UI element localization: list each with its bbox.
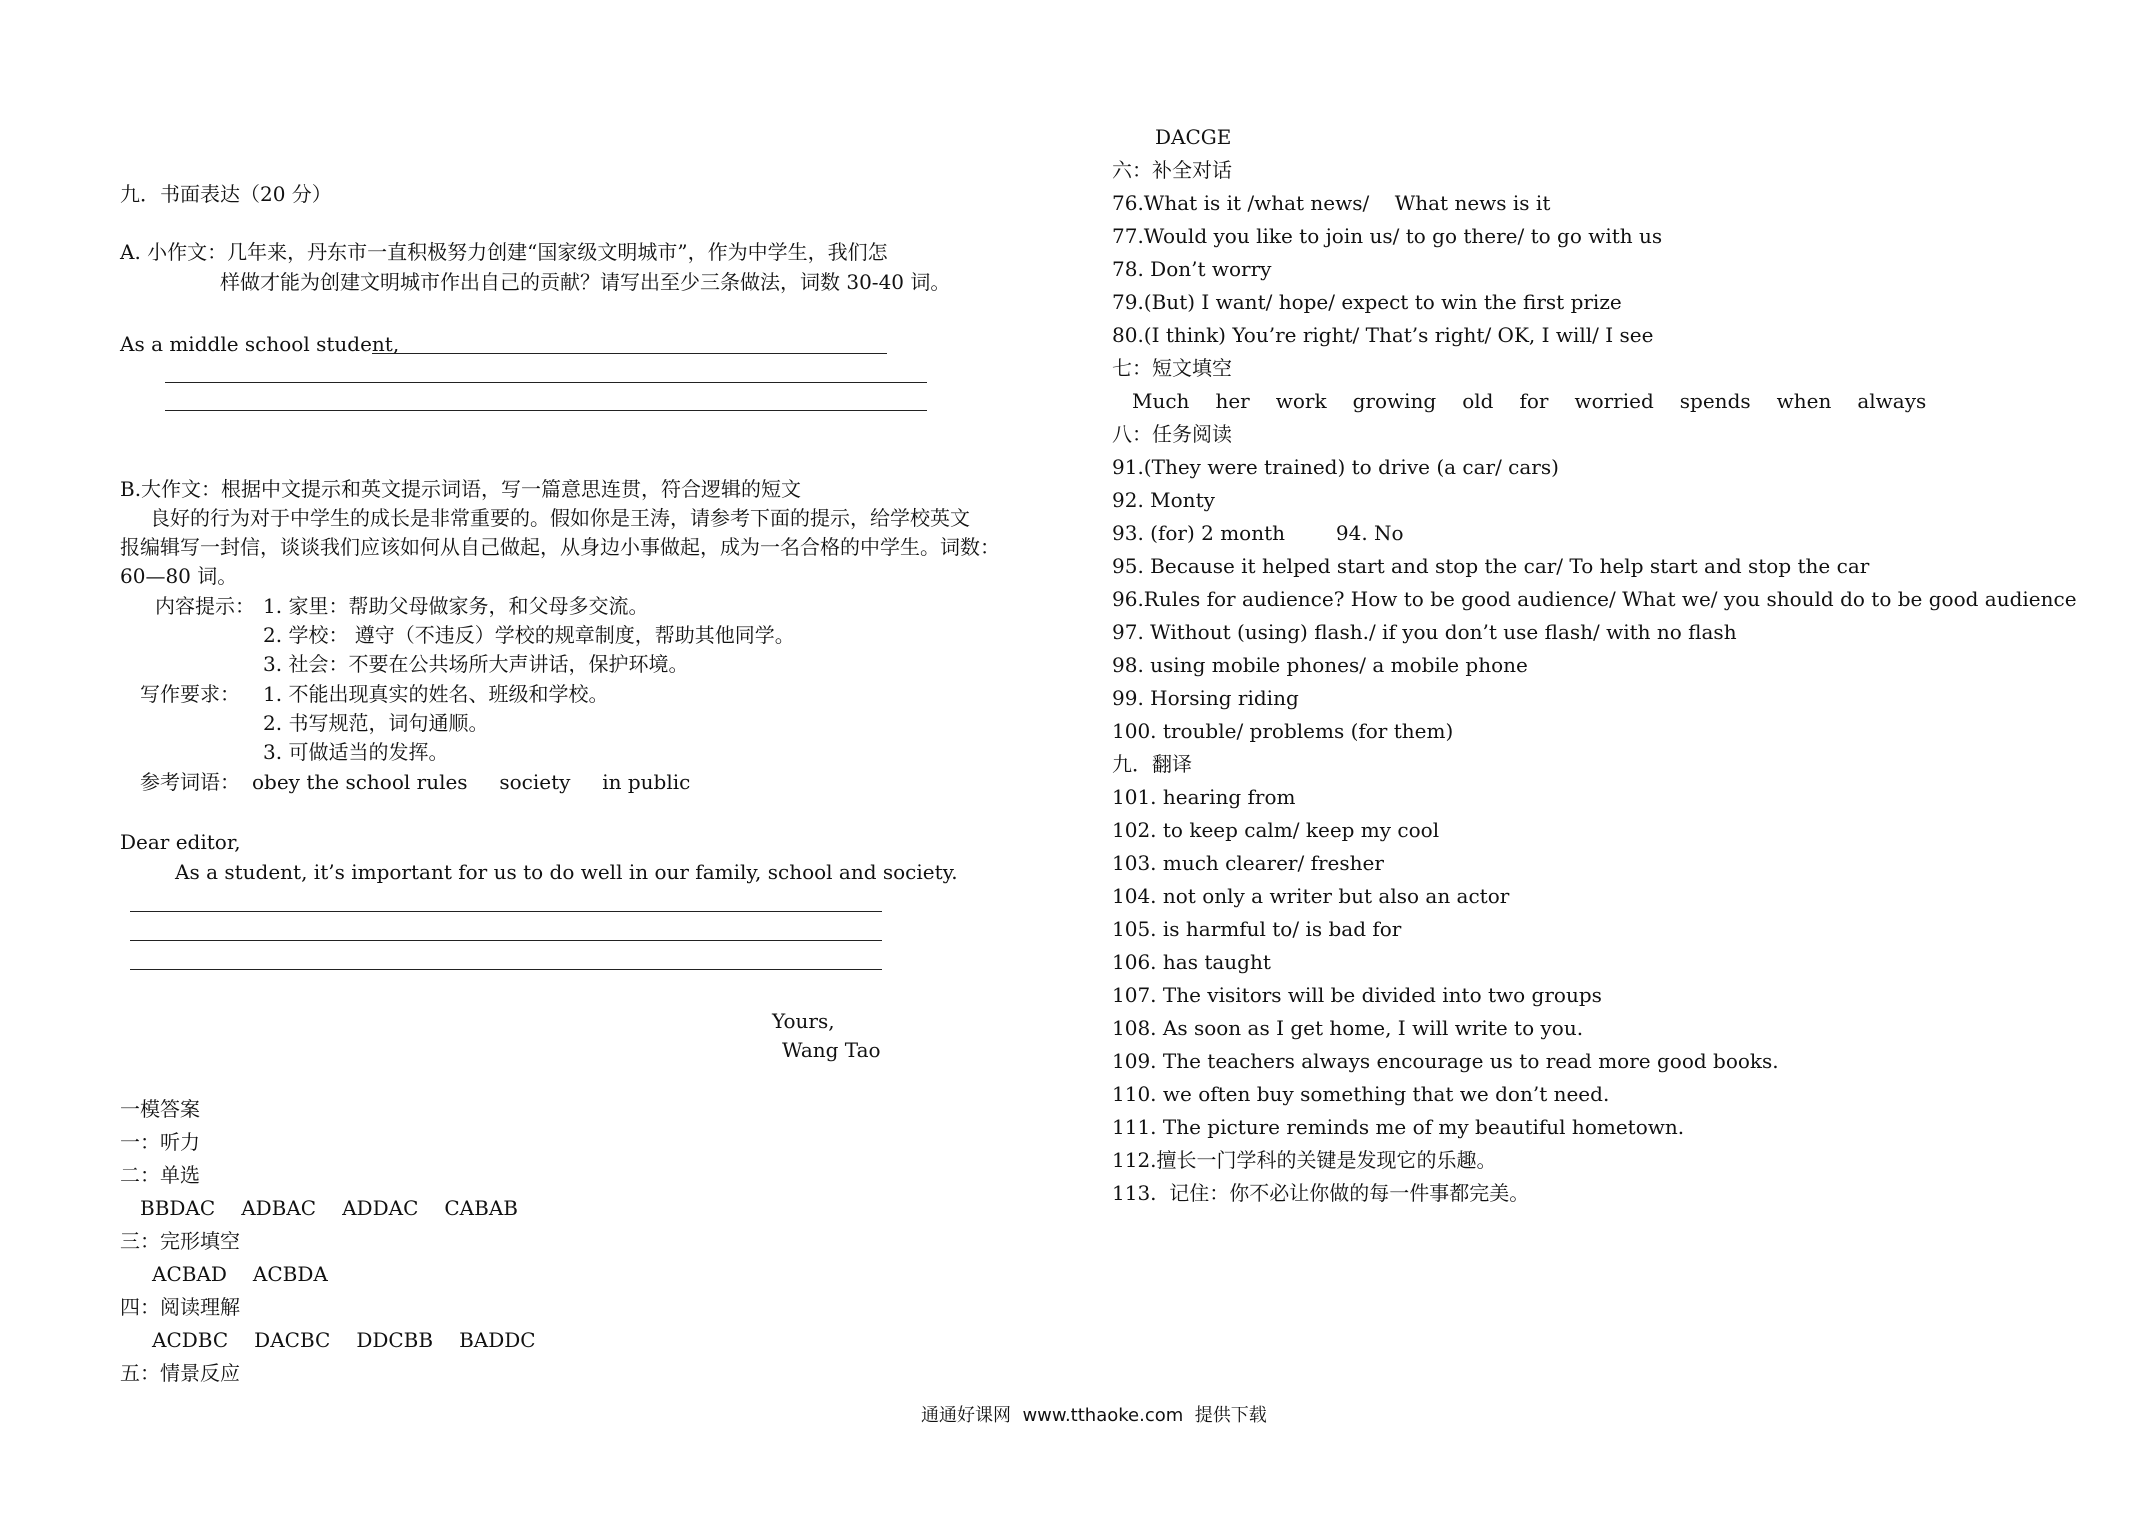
cloze-answers xyxy=(152,1262,354,1286)
answer-line xyxy=(130,969,882,970)
answers-title: 一模答案 xyxy=(120,1097,200,1121)
answer-group: ADBAC xyxy=(241,1196,317,1220)
section-translation: 九．翻译 xyxy=(1112,752,1192,776)
answer-100: 100. trouble/ problems (for them) xyxy=(1112,719,1454,743)
writing-heading: 九．书面表达（20 分） xyxy=(120,182,332,206)
situational-answers: DACGE xyxy=(1155,125,1232,149)
answer-99: 99. Horsing riding xyxy=(1112,686,1299,710)
answer-112: 112.擅长一门学科的关键是发现它的乐趣。 xyxy=(1112,1148,1497,1172)
letter-signature: Wang Tao xyxy=(782,1038,881,1062)
answer-92: 92. Monty xyxy=(1112,488,1215,512)
answer-105: 105. is harmful to/ is bad for xyxy=(1112,917,1402,941)
word: spends xyxy=(1679,389,1751,413)
section-situational: 五：情景反应 xyxy=(120,1361,240,1385)
word: growing xyxy=(1352,389,1437,413)
requirement-item: 2. 书写规范，词句通顺。 xyxy=(263,711,489,735)
requirements-label: 写作要求： xyxy=(140,682,240,706)
task-b-line2: 良好的行为对于中学生的成长是非常重要的。假如你是王涛，请参考下面的提示，给学校英文 xyxy=(150,506,970,530)
letter-closing: Yours, xyxy=(772,1009,835,1033)
section-single-choice: 二：单选 xyxy=(120,1163,200,1187)
answer-97: 97. Without (using) flash./ if you don’t use flash/ with no flash xyxy=(1112,620,1737,644)
task-b-line3: 报编辑写一封信，谈谈我们应该如何从自己做起，从身边小事做起，成为一名合格的中学生。词数： xyxy=(120,535,1000,559)
answer-78: 78. Don’t worry xyxy=(1112,257,1272,281)
answer-96: 96.Rules for audience? How to be good audience/ What we/ you should do to be good audience xyxy=(1112,587,2077,611)
task-b-line1: B.大作文：根据中文提示和英文提示词语，写一篇意思连贯，符合逻辑的短文 xyxy=(120,477,802,501)
answer-91: 91.(They were trained) to drive (a car/ cars) xyxy=(1112,455,1559,479)
reference-label: 参考词语： xyxy=(140,770,240,794)
task-a-line2: 样做才能为创建文明城市作出自己的贡献？请写出至少三条做法，词数 30-40 词。 xyxy=(220,270,951,294)
task-a-start: As a middle school student, xyxy=(120,332,400,356)
answer-77: 77.Would you like to join us/ to go there/ to go with us xyxy=(1112,224,1663,248)
fill-blank-words xyxy=(1132,389,1952,413)
single-choice-answers xyxy=(140,1196,544,1220)
word: old xyxy=(1462,389,1494,413)
answer-93-94: 93. (for) 2 month 94. No xyxy=(1112,521,1404,545)
answer-107: 107. The visitors will be divided into two groups xyxy=(1112,983,1602,1007)
answer-80: 80.(I think) You’re right/ That’s right/ OK, I will/ I see xyxy=(1112,323,1654,347)
content-item: 1. 家里：帮助父母做家务，和父母多交流。 xyxy=(263,594,649,618)
answer-106: 106. has taught xyxy=(1112,950,1271,974)
answer-line xyxy=(130,940,882,941)
answer-113: 113. 记住：你不必让你做的每一件事都完美。 xyxy=(1112,1181,1530,1205)
letter-salutation: Dear editor, xyxy=(120,830,241,854)
reference-words: obey the school rules society in public xyxy=(252,770,691,794)
word: worried xyxy=(1574,389,1654,413)
answer-110: 110. we often buy something that we don’t need. xyxy=(1112,1082,1610,1106)
word: Much xyxy=(1132,389,1190,413)
answer-108: 108. As soon as I get home, I will write to you. xyxy=(1112,1016,1584,1040)
reading-answers xyxy=(152,1328,562,1352)
answer-group: ADDAC xyxy=(342,1196,419,1220)
content-label: 内容提示： xyxy=(155,594,255,618)
section-task-reading: 八：任务阅读 xyxy=(1112,422,1232,446)
answer-line xyxy=(130,911,882,912)
answer-101: 101. hearing from xyxy=(1112,785,1296,809)
answer-group: ACBAD xyxy=(152,1262,227,1286)
section-fill-blank: 七：短文填空 xyxy=(1112,356,1232,380)
requirement-item: 3. 可做适当的发挥。 xyxy=(263,740,449,764)
answer-76: 76.What is it /what news/ What news is it xyxy=(1112,191,1551,215)
content-item: 2. 学校： 遵守（不违反）学校的规章制度，帮助其他同学。 xyxy=(263,623,795,647)
answer-group: ACDBC xyxy=(152,1328,229,1352)
answer-group: BADDC xyxy=(459,1328,536,1352)
section-reading: 四：阅读理解 xyxy=(120,1295,240,1319)
answer-103: 103. much clearer/ fresher xyxy=(1112,851,1384,875)
answer-79: 79.(But) I want/ hope/ expect to win the first prize xyxy=(1112,290,1622,314)
section-dialogue: 六：补全对话 xyxy=(1112,158,1232,182)
answer-group: DACBC xyxy=(254,1328,331,1352)
task-a-line1: A. 小作文：几年来，丹东市一直积极努力创建“国家级文明城市”，作为中学生，我们怎 xyxy=(120,240,888,264)
answer-95: 95. Because it helped start and stop the car/ To help start and stop the car xyxy=(1112,554,1870,578)
letter-opening: As a student, it’s important for us to do well in our family, school and society. xyxy=(175,860,958,884)
answer-102: 102. to keep calm/ keep my cool xyxy=(1112,818,1440,842)
answer-98: 98. using mobile phones/ a mobile phone xyxy=(1112,653,1528,677)
answer-group: CABAB xyxy=(444,1196,518,1220)
answer-group: DDCBB xyxy=(356,1328,434,1352)
answer-111: 111. The picture reminds me of my beautiful hometown. xyxy=(1112,1115,1685,1139)
answer-group: ACBDA xyxy=(252,1262,328,1286)
section-listening: 一：听力 xyxy=(120,1130,200,1154)
content-item: 3. 社会：不要在公共场所大声讲话，保护环境。 xyxy=(263,652,689,676)
word: for xyxy=(1519,389,1549,413)
answer-group: BBDAC xyxy=(140,1196,216,1220)
answer-line xyxy=(165,410,927,411)
requirement-item: 1. 不能出现真实的姓名、班级和学校。 xyxy=(263,682,609,706)
answer-109: 109. The teachers always encourage us to read more good books. xyxy=(1112,1049,1779,1073)
word: always xyxy=(1857,389,1927,413)
answer-line xyxy=(165,382,927,383)
answer-104: 104. not only a writer but also an actor xyxy=(1112,884,1510,908)
word: when xyxy=(1776,389,1832,413)
word: her xyxy=(1215,389,1250,413)
word: work xyxy=(1275,389,1327,413)
answer-line xyxy=(372,353,887,354)
task-b-line4: 60—80 词。 xyxy=(120,564,238,588)
footer-link[interactable]: 通通好课网 www.tthaoke.com 提供下载 xyxy=(921,1405,1267,1426)
section-cloze: 三：完形填空 xyxy=(120,1229,240,1253)
